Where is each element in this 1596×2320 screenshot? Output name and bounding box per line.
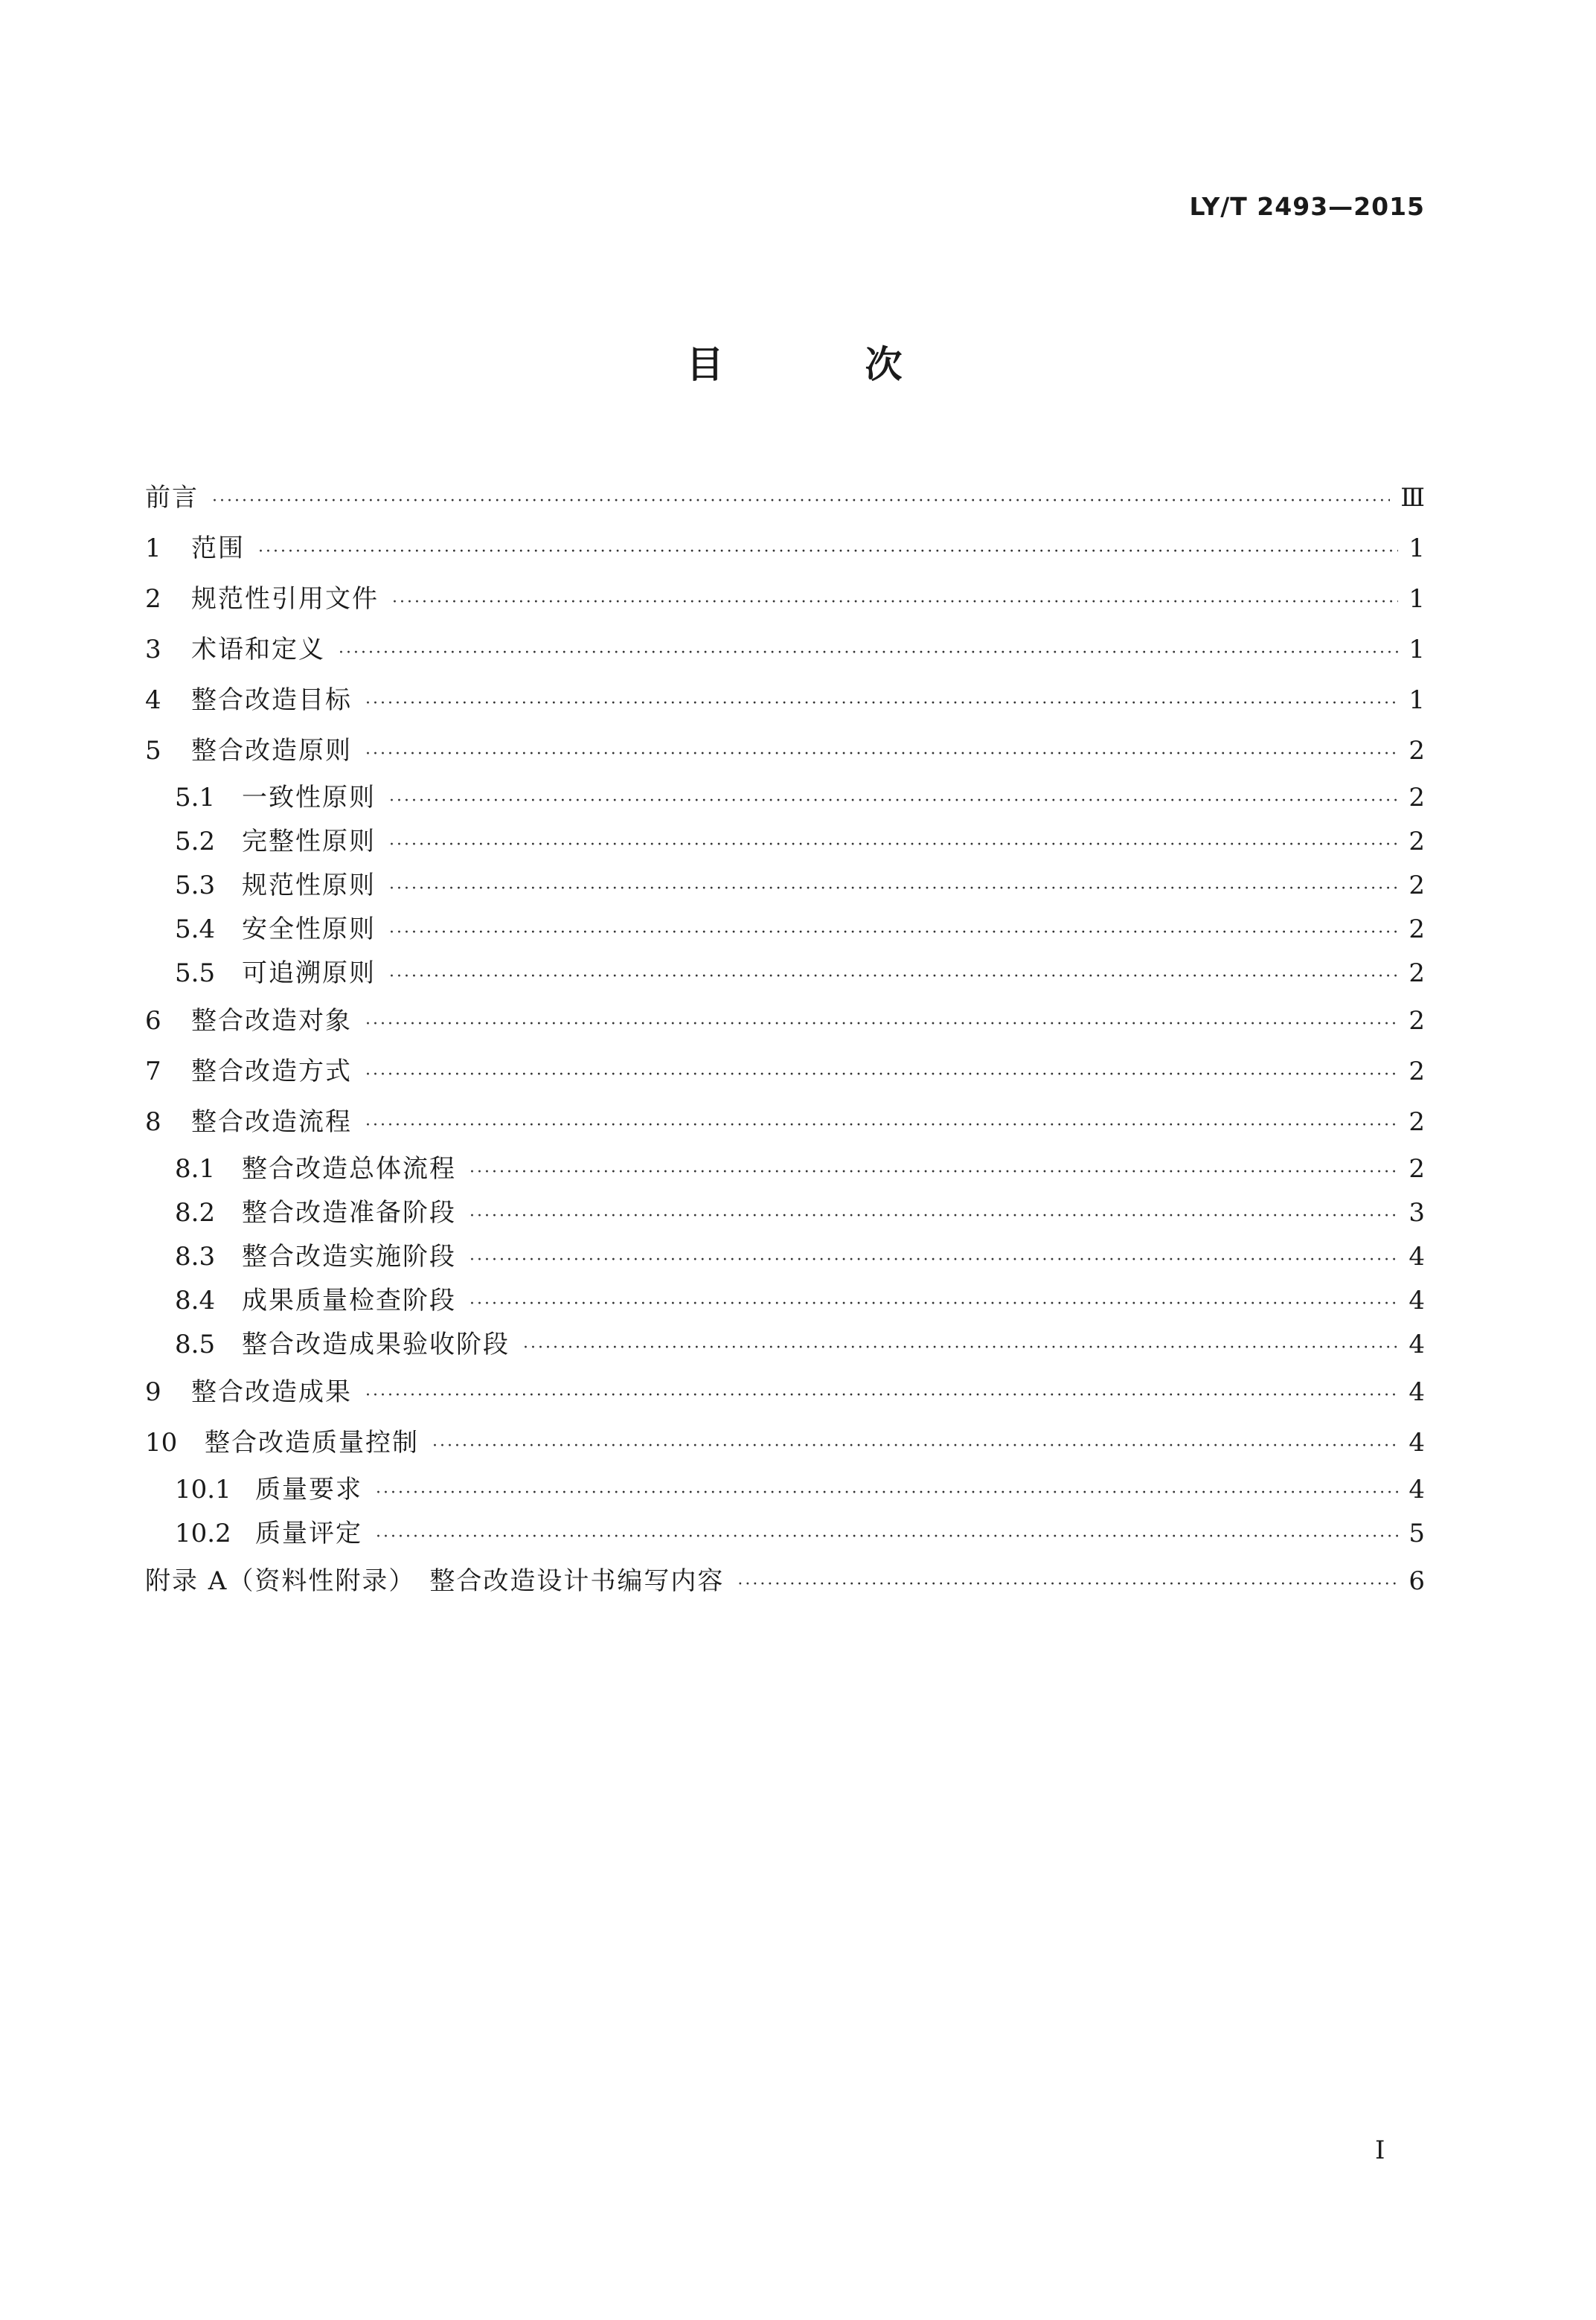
toc-entry-number: 5.1 xyxy=(175,783,216,813)
toc-entry-label: 整合改造实施阶段 xyxy=(242,1242,456,1272)
toc-leader-dots xyxy=(469,1150,1398,1194)
toc-leader-dots xyxy=(339,628,1398,679)
toc-entry-label: 整合改造对象 xyxy=(191,1006,352,1036)
toc-entry-number: 8.5 xyxy=(175,1330,216,1359)
toc-entry-page: Ⅲ xyxy=(1400,483,1425,513)
toc-entry[interactable] xyxy=(145,820,1425,864)
toc-entry[interactable] xyxy=(145,1279,1425,1323)
toc-entry-page: 2 xyxy=(1408,871,1425,900)
toc-entry-label: 质量评定 xyxy=(255,1519,362,1548)
toc-leader-dots xyxy=(523,1326,1398,1370)
page-number: Ⅰ xyxy=(1375,2135,1385,2165)
toc-entry-label: 整合改造成果 xyxy=(191,1377,352,1407)
toc-leader-dots xyxy=(376,1515,1398,1559)
toc-entry-label: 附录 A（资料性附录） 整合改造设计书编写内容 xyxy=(145,1566,725,1596)
toc-entry-label: 可追溯原则 xyxy=(242,958,376,988)
toc-entry-label: 整合改造准备阶段 xyxy=(242,1198,456,1228)
toc-entry-label: 整合改造流程 xyxy=(191,1107,352,1137)
toc-entry[interactable] xyxy=(145,574,1425,624)
toc-leader-dots xyxy=(376,1471,1398,1515)
toc-entry-label: 前言 xyxy=(145,483,199,513)
toc-entry[interactable] xyxy=(145,1191,1425,1235)
toc-entry[interactable] xyxy=(145,908,1425,952)
toc-entry-number: 10.2 xyxy=(175,1519,231,1548)
toc-entry[interactable] xyxy=(145,1323,1425,1367)
toc-leader-dots xyxy=(365,1100,1398,1151)
toc-entry-number: 8.4 xyxy=(175,1286,216,1316)
toc-leader-dots xyxy=(389,955,1398,999)
toc-entry-page: 2 xyxy=(1408,1006,1425,1036)
toc-entry[interactable] xyxy=(145,675,1425,725)
toc-entry[interactable] xyxy=(145,776,1425,820)
toc-entry-label: 规范性引用文件 xyxy=(191,584,379,614)
toc-entry-label: 规范性原则 xyxy=(242,871,376,900)
toc-leader-dots xyxy=(365,679,1398,729)
toc-leader-dots xyxy=(389,823,1398,867)
toc-leader-dots xyxy=(469,1282,1398,1326)
toc-entry-label: 整合改造目标 xyxy=(191,685,352,715)
table-of-contents xyxy=(145,472,1425,1606)
toc-leader-dots xyxy=(389,779,1398,823)
toc-leader-dots xyxy=(389,911,1398,955)
toc-entry-number: 5.3 xyxy=(175,871,216,900)
toc-entry-number: 6 xyxy=(145,1006,161,1036)
toc-entry-page: 2 xyxy=(1408,783,1425,813)
toc-entry-page: 2 xyxy=(1408,736,1425,766)
toc-entry[interactable] xyxy=(145,952,1425,996)
toc-entry[interactable] xyxy=(145,1235,1425,1279)
toc-entry-page: 4 xyxy=(1408,1428,1425,1458)
toc-entry[interactable] xyxy=(145,996,1425,1046)
toc-entry-label: 质量要求 xyxy=(255,1475,362,1505)
toc-entry-page: 4 xyxy=(1408,1377,1425,1407)
toc-entry[interactable] xyxy=(145,1556,1425,1606)
toc-entry-label: 一致性原则 xyxy=(242,783,376,813)
toc-entry-number: 10.1 xyxy=(175,1475,231,1505)
toc-entry-number: 8.2 xyxy=(175,1198,216,1228)
toc-entry-label: 范围 xyxy=(191,533,245,563)
toc-entry[interactable] xyxy=(145,523,1425,574)
toc-leader-dots xyxy=(365,1371,1398,1421)
toc-entry-label: 整合改造质量控制 xyxy=(205,1428,419,1458)
toc-entry-number: 7 xyxy=(145,1057,161,1086)
toc-leader-dots xyxy=(212,476,1390,527)
toc-entry-label: 完整性原则 xyxy=(242,827,376,856)
toc-leader-dots xyxy=(365,999,1398,1050)
toc-entry[interactable] xyxy=(145,1097,1425,1147)
toc-entry-number: 8.1 xyxy=(175,1154,216,1184)
toc-entry[interactable] xyxy=(145,624,1425,675)
toc-entry[interactable] xyxy=(145,1147,1425,1191)
toc-entry-number: 9 xyxy=(145,1377,161,1407)
toc-leader-dots xyxy=(365,1050,1398,1100)
toc-entry-page: 6 xyxy=(1408,1566,1425,1596)
page-title: 目 次 xyxy=(686,343,955,386)
toc-entry-page: 4 xyxy=(1408,1242,1425,1272)
toc-leader-dots xyxy=(258,527,1398,577)
toc-entry-page: 4 xyxy=(1408,1286,1425,1316)
toc-entry[interactable] xyxy=(145,1468,1425,1512)
toc-entry-page: 2 xyxy=(1408,914,1425,944)
toc-entry-page: 1 xyxy=(1408,584,1425,614)
toc-leader-dots xyxy=(432,1421,1398,1472)
toc-entry-number: 5.4 xyxy=(175,914,216,944)
toc-entry-page: 2 xyxy=(1408,827,1425,856)
toc-entry-number: 3 xyxy=(145,635,161,664)
toc-entry-page: 4 xyxy=(1408,1475,1425,1505)
toc-entry-page: 1 xyxy=(1408,533,1425,563)
toc-leader-dots xyxy=(365,729,1398,780)
toc-entry-page: 2 xyxy=(1408,1107,1425,1137)
toc-entry-number: 5 xyxy=(145,736,161,766)
toc-entry-page: 1 xyxy=(1408,635,1425,664)
toc-entry-number: 10 xyxy=(145,1428,178,1458)
toc-entry-label: 整合改造总体流程 xyxy=(242,1154,456,1184)
toc-entry[interactable] xyxy=(145,472,1425,523)
toc-leader-dots xyxy=(389,867,1398,911)
toc-entry-number: 8 xyxy=(145,1107,161,1137)
toc-entry[interactable] xyxy=(145,1367,1425,1417)
toc-entry[interactable] xyxy=(145,864,1425,908)
toc-entry-number: 1 xyxy=(145,533,161,563)
toc-leader-dots xyxy=(737,1560,1398,1610)
toc-entry[interactable] xyxy=(145,1046,1425,1097)
toc-entry[interactable] xyxy=(145,725,1425,776)
toc-entry-page: 2 xyxy=(1408,1057,1425,1086)
toc-entry[interactable] xyxy=(145,1417,1425,1468)
toc-entry-label: 安全性原则 xyxy=(242,914,376,944)
toc-entry-label: 整合改造原则 xyxy=(191,736,352,766)
toc-entry-number: 5.5 xyxy=(175,958,216,988)
toc-entry-label: 术语和定义 xyxy=(191,635,325,664)
toc-leader-dots xyxy=(392,577,1398,628)
standard-code: LY/T 2493—2015 xyxy=(1189,192,1425,221)
toc-entry-number: 2 xyxy=(145,584,161,614)
toc-leader-dots xyxy=(469,1194,1398,1238)
toc-entry-number: 8.3 xyxy=(175,1242,216,1272)
toc-entry-number: 5.2 xyxy=(175,827,216,856)
toc-leader-dots xyxy=(469,1238,1398,1282)
toc-entry-label: 整合改造成果验收阶段 xyxy=(242,1330,510,1359)
toc-entry-label: 整合改造方式 xyxy=(191,1057,352,1086)
toc-entry-page: 2 xyxy=(1408,958,1425,988)
toc-entry[interactable] xyxy=(145,1512,1425,1556)
toc-entry-page: 5 xyxy=(1408,1519,1425,1548)
toc-entry-page: 3 xyxy=(1408,1198,1425,1228)
toc-entry-number: 4 xyxy=(145,685,161,715)
toc-entry-page: 1 xyxy=(1408,685,1425,715)
toc-entry-page: 4 xyxy=(1408,1330,1425,1359)
toc-entry-page: 2 xyxy=(1408,1154,1425,1184)
toc-entry-label: 成果质量检查阶段 xyxy=(242,1286,456,1316)
